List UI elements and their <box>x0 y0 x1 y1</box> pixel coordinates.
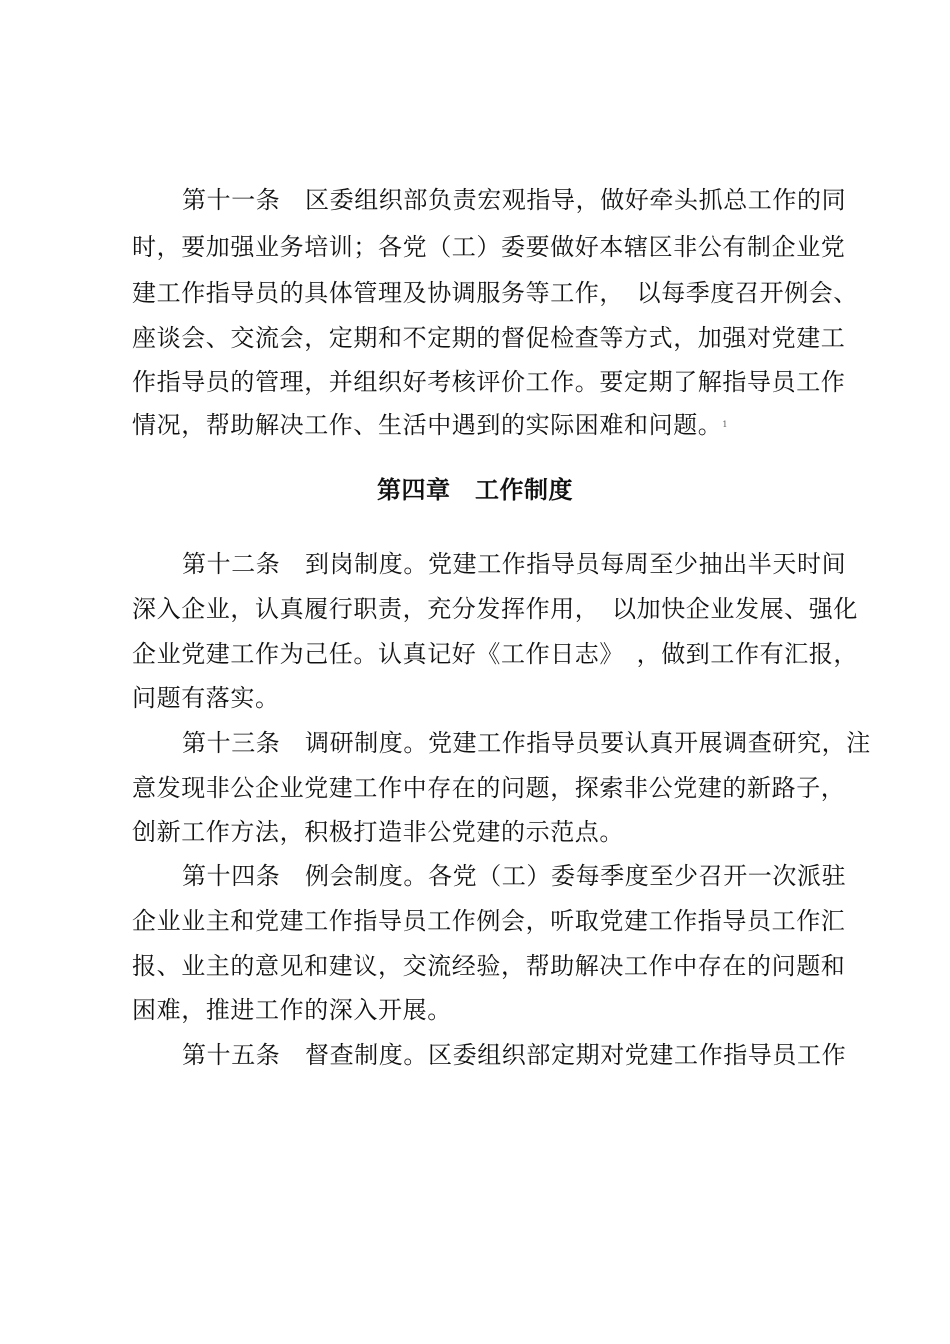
article-11-line-2: 时，要加强业务培训；各党（工）委要做好本辖区非公有制企业党 <box>132 233 846 261</box>
article-14-line-3: 报、业主的意见和建议，交流经验，帮助解决工作中存在的问题和 <box>132 952 846 980</box>
article-13-line-1: 第十三条 调研制度。党建工作指导员要认真开展调查研究，注 <box>182 729 871 757</box>
chapter-heading: 第四章 工作制度 <box>377 476 573 504</box>
article-11-line-3: 建工作指导员的具体管理及协调服务等工作， 以每季度召开例会、 <box>132 279 858 307</box>
article-14-line-1: 第十四条 例会制度。各党（工）委每季度至少召开一次派驻 <box>182 862 847 890</box>
article-11-line-6-text: 情况，帮助解决工作、生活中遇到的实际困难和问题。 <box>132 411 723 439</box>
article-11-line-1: 第十一条 区委组织部负责宏观指导，做好牵头抓总工作的同 <box>182 186 847 214</box>
footnote-mark: 1 <box>722 420 728 429</box>
article-11-line-4: 座谈会、交流会，定期和不定期的督促检查等方式，加强对党建工 <box>132 324 846 352</box>
article-15-line-1: 第十五条 督查制度。区委组织部定期对党建工作指导员工作 <box>182 1041 847 1069</box>
article-12-line-3: 企业党建工作为己任。认真记好《工作日志》 ，做到工作有汇报， <box>132 640 858 668</box>
article-13-line-2: 意发现非公企业党建工作中存在的问题，探索非公党建的新路子， <box>132 774 846 802</box>
article-13-line-3: 创新工作方法，积极打造非公党建的示范点。 <box>132 818 624 846</box>
article-12-line-4: 问题有落实。 <box>132 684 280 712</box>
article-14-line-2: 企业业主和党建工作指导员工作例会，听取党建工作指导员工作汇 <box>132 907 846 935</box>
article-11-line-6 <box>132 411 732 439</box>
article-11-line-5: 作指导员的管理，并组织好考核评价工作。要定期了解指导员工作 <box>132 368 846 396</box>
article-12-line-1: 第十二条 到岗制度。党建工作指导员每周至少抽出半天时间 <box>182 550 847 578</box>
article-12-line-2: 深入企业，认真履行职责，充分发挥作用， 以加快企业发展、强化 <box>132 595 858 623</box>
article-14-line-4: 困难，推进工作的深入开展。 <box>132 996 452 1024</box>
